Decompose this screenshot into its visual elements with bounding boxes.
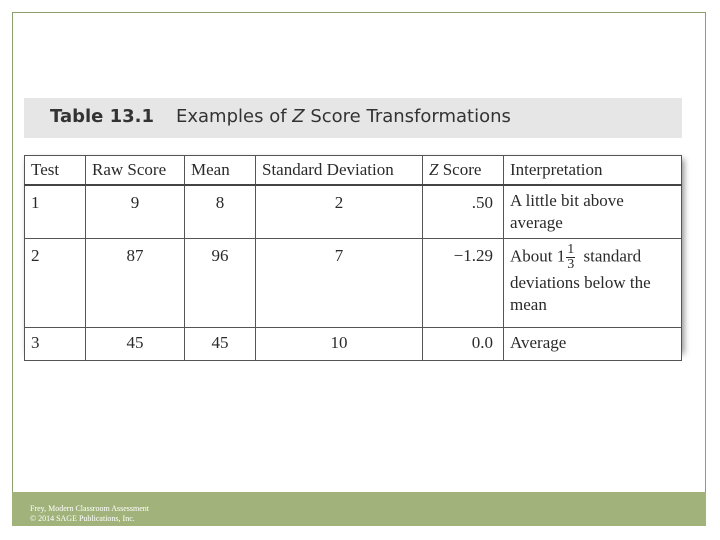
cell-test: 2 [25,239,86,328]
cell-test: 1 [25,185,86,239]
footer-citation: Frey, Modern Classroom Assessment [30,504,150,513]
table-header-row [25,156,682,186]
table-title [176,106,511,127]
cell-mean: 45 [185,328,256,361]
header-mean: Mean [185,156,256,186]
cell-standard-deviation: 10 [256,328,423,361]
header-z-score [423,156,504,186]
interp-suffix: standard deviations below the mean [510,246,651,314]
header-standard-deviation: Standard Deviation [256,156,423,186]
cell-z-score: −1.29 [423,239,504,328]
fraction-numerator: 1 [567,242,575,257]
table-row [25,239,682,328]
cell-z-score: 0.0 [423,328,504,361]
header-z-letter: Z [429,160,439,179]
table-title-suffix: Score Transformations [304,106,511,127]
cell-z-score: .50 [423,185,504,239]
fraction-one-third [566,243,575,272]
cell-raw-score: 9 [86,185,185,239]
cell-test: 3 [25,328,86,361]
cell-standard-deviation: 2 [256,185,423,239]
header-interpretation: Interpretation [504,156,682,186]
table-number: Table 13.1 [50,106,155,127]
table-title-prefix: Examples of [176,106,293,127]
cell-interpretation [504,239,682,328]
cell-interpretation: A little bit above average [504,185,682,239]
table-title-band [24,98,682,138]
table-row [25,328,682,361]
interp-prefix: About 1 [510,246,566,266]
table-title-z: Z [292,106,305,127]
cell-mean: 96 [185,239,256,328]
header-raw-score: Raw Score [86,156,185,186]
header-z-word: Score [438,160,482,179]
z-score-table-container [24,155,681,350]
fraction-denominator: 3 [567,257,575,272]
cell-standard-deviation: 7 [256,239,423,328]
header-test: Test [25,156,86,186]
cell-raw-score: 87 [86,239,185,328]
table-row [25,185,682,239]
z-score-table [24,155,682,361]
cell-interpretation: Average [504,328,682,361]
footer-bar [12,492,706,526]
cell-raw-score: 45 [86,328,185,361]
footer-copyright: © 2014 SAGE Publications, Inc. [30,514,135,523]
cell-mean: 8 [185,185,256,239]
